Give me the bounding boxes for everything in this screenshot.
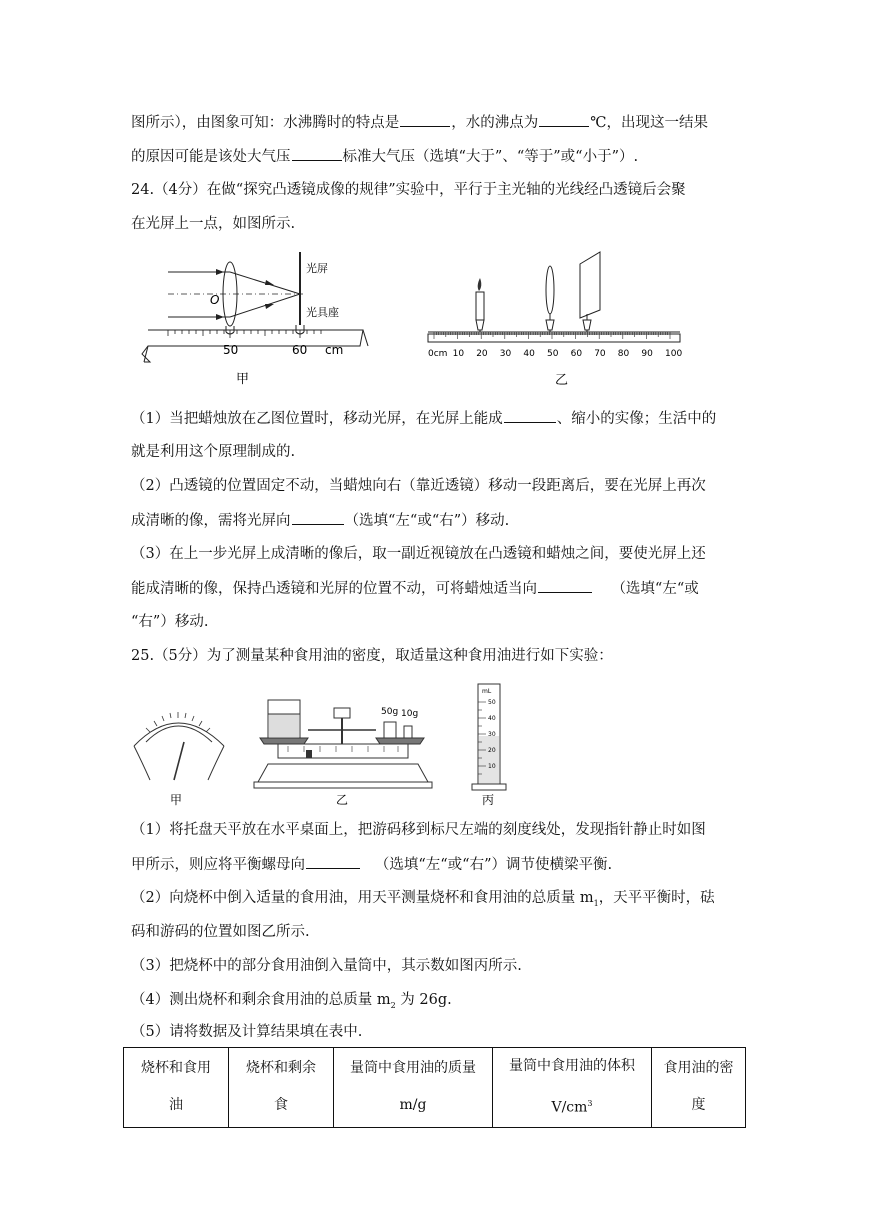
q24-part2-line1: （2）凸透镜的位置固定不动，当蜡烛向右（靠近透镜）移动一段距离后，要在光屏上再次 xyxy=(131,478,706,494)
screen-label: 光屏 xyxy=(306,262,328,275)
q25-text: 为 26g. xyxy=(395,992,452,1008)
q24-part2-line2 xyxy=(131,510,509,531)
q25-part2-line1 xyxy=(131,888,715,914)
figure-caption: 乙 xyxy=(336,793,349,807)
cylinder-unit: mL xyxy=(482,688,492,695)
table-header-cell: 烧杯和剩余 食 xyxy=(229,1048,334,1128)
q24-text: 能成清晰的像，保持凸透镜和光屏的位置不动，可将蜡烛适当向 xyxy=(131,581,537,597)
answer-blank[interactable] xyxy=(292,510,344,525)
table-header-cell: 烧杯和食用 油 xyxy=(124,1048,229,1128)
q25-text: ，天平平衡时，砝 xyxy=(598,890,715,906)
q24-text: （选填“左“或“右”）移动. xyxy=(344,513,510,529)
cylinder-tick: 10 xyxy=(488,763,496,770)
q23-text: ，水的沸点为 xyxy=(451,115,539,131)
subscript: 2 xyxy=(390,1000,396,1010)
ruler-setup-figure xyxy=(424,244,686,390)
ruler-label: 20 xyxy=(476,349,488,359)
q25-part5: （5）请将数据及计算结果填在表中. xyxy=(131,1024,363,1040)
holder-label: 光具座 xyxy=(306,306,339,319)
q25-part2-line2: 码和游码的位置如图乙所示. xyxy=(131,924,310,940)
ruler-label: 50 xyxy=(547,349,559,359)
answer-blank[interactable] xyxy=(538,578,592,593)
figure-caption: 丙 xyxy=(482,793,495,807)
cylinder-tick: 30 xyxy=(488,731,496,738)
q24-part3-line2 xyxy=(131,578,699,599)
answer-blank[interactable] xyxy=(539,112,589,127)
q24-stem-2: 在光屏上一点，如图所示. xyxy=(131,216,296,232)
q23-text: 标准大气压（选填“大于”、“等于”或“小于”）. xyxy=(342,149,639,165)
q25-part1-line2 xyxy=(131,854,612,875)
ruler-label: 40 xyxy=(523,349,535,359)
balance-figures xyxy=(128,680,520,812)
q24-part3-line3: “右”）移动. xyxy=(131,614,209,630)
figure-caption: 乙 xyxy=(555,373,569,388)
convex-lens xyxy=(546,266,554,332)
table-header-cell: 食用油的密 度 xyxy=(652,1048,746,1128)
ruler-label: 60 xyxy=(570,349,583,359)
q24-part1-line2: 就是利用这个原理制成的. xyxy=(131,444,296,460)
ruler-label: 30 xyxy=(499,349,512,359)
q24-part3-line1: （3）在上一步光屏上成清晰的像后，取一副近视镜放在凸透镜和蜡烛之间，要使光屏上还 xyxy=(131,546,706,562)
q25-text: （4）测出烧杯和剩余食用油的总质量 m xyxy=(131,992,391,1008)
data-table xyxy=(123,1047,746,1128)
candle xyxy=(476,278,484,332)
cylinder-tick: 50 xyxy=(488,699,496,706)
ruler-label: 0cm xyxy=(428,349,448,359)
q24-part1-line1 xyxy=(131,408,716,429)
figure-caption: 甲 xyxy=(236,372,250,387)
tick-50: 50 xyxy=(223,343,239,357)
weight-10g-label: 10g xyxy=(401,709,419,719)
pointer-scale xyxy=(134,712,224,807)
q23-text: 图所示），由图象可知：水沸腾时的特点是 xyxy=(131,115,400,131)
q24-text: 、缩小的实像；生活中的 xyxy=(556,411,717,427)
tick-60: 60 xyxy=(292,343,308,357)
q23-line-2 xyxy=(131,146,638,167)
q24-text: 成清晰的像，需将光屏向 xyxy=(131,513,291,529)
table-header-row xyxy=(124,1048,746,1128)
answer-blank[interactable] xyxy=(292,146,342,161)
q23-line-1 xyxy=(131,112,708,133)
q25-part3: （3）把烧杯中的部分食用油倒入量筒中，其示数如图丙所示. xyxy=(131,958,522,974)
weight-50g-label: 50g xyxy=(381,707,399,717)
q25-part1-line1: （1）将托盘天平放在水平桌面上，把游码移到标尺左端的刻度线处，发现指针静止时如图 xyxy=(131,822,706,838)
cylinder-tick: 20 xyxy=(488,747,496,754)
ruler-label: 70 xyxy=(594,349,606,359)
q24-text: （1）当把蜡烛放在乙图位置时，移动光屏，在光屏上能成 xyxy=(131,411,503,427)
q25-stem: 25.（5分）为了测量某种食用油的密度，取适量这种食用油进行如下实验： xyxy=(131,648,613,664)
ruler-label: 90 xyxy=(641,349,653,359)
q25-text: （2）向烧杯中倒入适量的食用油，用天平测量烧杯和食用油的总质量 m xyxy=(131,890,594,906)
q25-text: （选填“左“或“右”）调节使横梁平衡. xyxy=(374,857,613,873)
q23-text: 的原因可能是该处大气压 xyxy=(131,149,291,165)
q24-text: （选填“左“或 xyxy=(611,581,699,597)
q23-text: ℃，出现这一结果 xyxy=(590,115,708,131)
figure-caption: 甲 xyxy=(170,793,183,807)
answer-blank[interactable] xyxy=(306,854,360,869)
table-header-cell: 量筒中食用油的质量 m/g xyxy=(334,1048,493,1128)
answer-blank[interactable] xyxy=(504,408,556,423)
tick-unit: cm xyxy=(325,343,344,357)
table-header-cell: 量筒中食用油的体积 $V/cm^3$ xyxy=(493,1048,652,1128)
graduated-cylinder xyxy=(472,684,506,807)
cylinder-tick: 40 xyxy=(488,715,496,722)
tray-balance xyxy=(254,700,432,807)
subscript: 1 xyxy=(593,898,599,908)
ruler-label: 100 xyxy=(665,349,683,359)
light-screen xyxy=(580,252,600,332)
optical-center-label: O xyxy=(210,293,220,307)
lens-bench-figure xyxy=(138,250,370,390)
ruler-label: 80 xyxy=(617,349,630,359)
ruler-label: 10 xyxy=(452,349,465,359)
answer-blank[interactable] xyxy=(400,112,450,127)
q24-stem-1: 24.（4分）在做“探究凸透镜成像的规律”实验中，平行于主光轴的光线经凸透镜后会聚 xyxy=(131,182,686,198)
q25-text: 甲所示，则应将平衡螺母向 xyxy=(131,857,305,873)
q25-part4 xyxy=(131,990,452,1016)
